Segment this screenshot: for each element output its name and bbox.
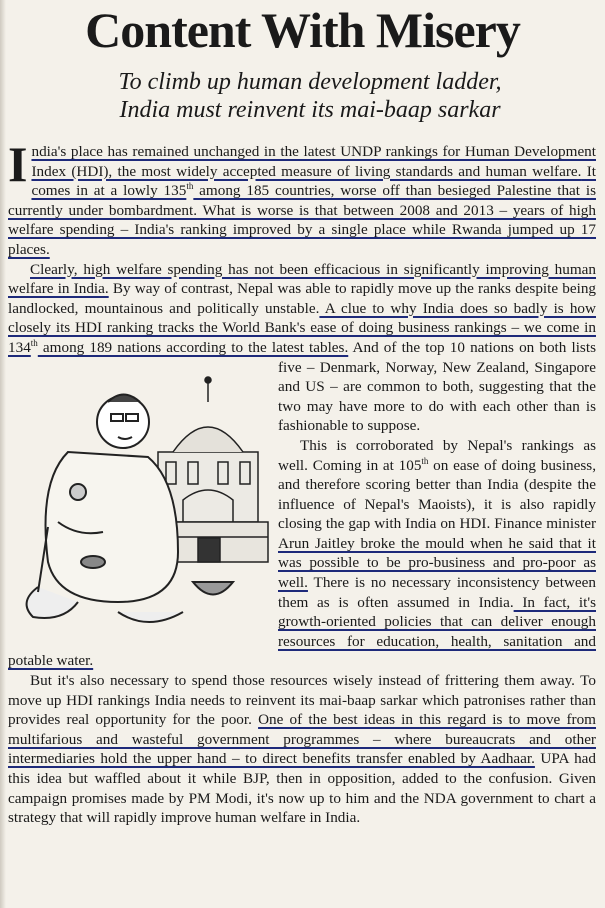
p2-sentence-3a: A clue to why India does so badly is how closely its HDI ranking tracks the World Bank's ease of doing business rankings – we come in 134	[8, 299, 596, 356]
p4-sentence-1: But it's also necessary to spend those resources wisely instead of frittering them away. To move up HDI rankings India needs to reinvent its mai-baap sarkar which patronises rather than provides real opportunity for the poor.	[8, 672, 596, 729]
ordinal-suffix: th	[421, 455, 429, 466]
page-edge-shadow	[0, 0, 6, 908]
p2-sentence-2: By way of contrast, Nepal was able to rapidly move up the ranks despite being landlocked, mountainous and politically unstable.	[8, 280, 597, 317]
drop-cap: I	[8, 136, 28, 192]
headline: Content With Misery	[85, 2, 520, 58]
paragraph-4	[8, 671, 596, 828]
p3-sentence-3: There is no necessary inconsistency between them as is often assumed in India.	[278, 574, 596, 611]
subheadline-line-2: India must reinvent its mai-baap sarkar	[119, 97, 501, 123]
p2-sentence-1: Clearly, high welfare spending has not been efficacious in significantly improving human welfare in India.	[8, 260, 596, 298]
p1-sentence-1: ndia's place has remained unchanged in the latest UNDP rankings for Human Development Index (HDI), the most widely accepted measure of living standards and human welfare.	[31, 143, 596, 180]
p2-sentence-3b: among 189 nations according to the latest tables.	[37, 338, 349, 356]
paragraph-2	[8, 260, 596, 436]
p1-sentence-3: What is worse is that between 2008 and 2013 – years of high welfare spending – India's ranking improved by a single place while Rwanda jumped up 17 places.	[8, 201, 596, 258]
ordinal-suffix: th	[186, 181, 194, 192]
subheadline-line-1: To climb up human development ladder,	[118, 69, 502, 95]
p3-sentence-2: Arun Jaitley broke the mould when he said that it was possible to be pro-business and pro-poor as well.	[278, 534, 596, 592]
subheadline	[20, 68, 600, 124]
p3-sentence-1a: This is corroborated by Nepal's rankings as well. Coming in at 105	[278, 436, 596, 474]
ordinal-suffix: th	[30, 337, 38, 348]
p3-sentence-4: In fact, it's growth-oriented policies that can deliver enough resources for education, health, sanitation and potable water.	[8, 593, 596, 670]
p3-sentence-1b: on ease of doing business, and therefore scoring better than India (despite the influence of Nepal's Maoists), it is also rapidly closing the gap with India on HDI. Finance minister	[278, 456, 596, 533]
p4-sentence-2: One of the best ideas in this regard is to move from multifarious and wasteful government programmes – where bureaucrats and other intermediaries hold the upper hand – to direct benefits transfer enabled by Aadhaar.	[8, 711, 596, 768]
cartoon-illustration	[8, 362, 270, 640]
paragraph-1	[8, 136, 596, 260]
p4-sentence-3: UPA had this idea but waffled about it while BJP, then in opposition, added to the confusion. Given campaign promises made by PM Modi, it's now up to him and the NDA government to chart a strategy that will rapidly improve human welfare in India.	[8, 750, 596, 827]
p1-sentence-2b: among 185 countries, worse off than besieged Palestine that is currently under bombardment.	[8, 182, 596, 219]
p1-sentence-2a: It comes in at a lowly 135	[31, 162, 596, 200]
article-body	[8, 136, 597, 828]
p2-sentence-4: And of the top 10 nations on both lists five – Denmark, Norway, New Zealand, Singapore and US – are common to both, suggesting that the two may have more to do with each other than is fashionable to suppose.	[278, 338, 596, 435]
